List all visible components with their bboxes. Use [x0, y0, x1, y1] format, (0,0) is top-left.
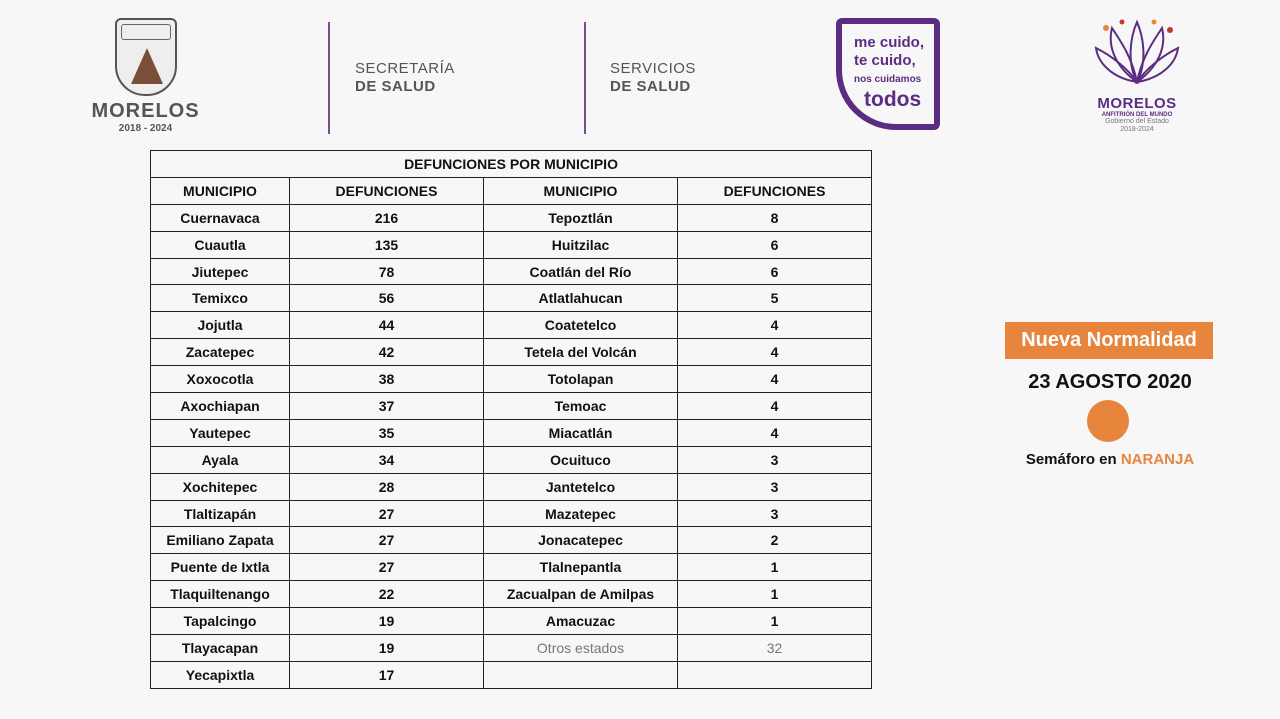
secretaria-line2: DE SALUD	[355, 78, 436, 95]
defunciones-cell: 17	[290, 661, 484, 688]
defunciones-cell: 32	[678, 635, 872, 662]
semaforo-status	[980, 451, 1240, 468]
defunciones-cell: 44	[290, 312, 484, 339]
deaths-table	[150, 150, 872, 689]
defunciones-cell: 4	[678, 312, 872, 339]
municipio-cell: Tetela del Volcán	[484, 339, 678, 366]
defunciones-cell: 78	[290, 258, 484, 285]
defunciones-cell: 135	[290, 231, 484, 258]
municipio-cell: Tapalcingo	[151, 608, 290, 635]
municipio-cell: Ocuituco	[484, 446, 678, 473]
municipio-cell: Atlatlahucan	[484, 285, 678, 312]
defunciones-cell: 3	[678, 473, 872, 500]
table-row	[151, 393, 872, 420]
campaign-line2: te cuido,	[854, 52, 916, 69]
anfitrion-sub: ANFITRIÓN DEL MUNDO	[1101, 112, 1173, 118]
municipio-cell: Tepoztlán	[484, 204, 678, 231]
defunciones-cell: 28	[290, 473, 484, 500]
municipio-cell: Coatlán del Río	[484, 258, 678, 285]
report-date: 23 AGOSTO 2020	[1028, 371, 1192, 393]
column-header: DEFUNCIONES	[678, 177, 872, 204]
defunciones-cell: 3	[678, 446, 872, 473]
header-divider	[328, 22, 330, 134]
secretaria-line1: SECRETARÍA	[355, 60, 455, 77]
municipio-cell: Cuernavaca	[151, 204, 290, 231]
table-row	[151, 608, 872, 635]
municipio-cell: Ayala	[151, 446, 290, 473]
campaign-logo	[836, 18, 944, 136]
municipio-cell: Tlaquiltenango	[151, 581, 290, 608]
municipio-cell: Axochiapan	[151, 393, 290, 420]
table-row	[151, 419, 872, 446]
table-row	[151, 231, 872, 258]
defunciones-cell: 216	[290, 204, 484, 231]
table-title: DEFUNCIONES POR MUNICIPIO	[151, 151, 872, 178]
municipio-cell: Amacuzac	[484, 608, 678, 635]
table-row	[151, 312, 872, 339]
campaign-line3: nos cuidamos	[854, 74, 922, 85]
defunciones-cell: 4	[678, 393, 872, 420]
municipio-cell: Temixco	[151, 285, 290, 312]
semaforo-color-word: NARANJA	[1120, 451, 1195, 468]
morelos-logo-word: MORELOS	[91, 100, 200, 122]
municipio-cell: Miacatlán	[484, 419, 678, 446]
municipio-cell: Mazatepec	[484, 500, 678, 527]
municipio-cell: Tlaltizapán	[151, 500, 290, 527]
anfitrion-word: MORELOS	[1097, 95, 1177, 112]
municipio-cell: Huitzilac	[484, 231, 678, 258]
defunciones-cell: 27	[290, 500, 484, 527]
table-row	[151, 258, 872, 285]
defunciones-cell: 27	[290, 554, 484, 581]
semaforo-prefix: Semáforo en	[1025, 451, 1121, 468]
defunciones-cell: 35	[290, 419, 484, 446]
servicios-logo	[610, 60, 696, 96]
defunciones-cell: 4	[678, 419, 872, 446]
defunciones-cell: 37	[290, 393, 484, 420]
municipio-cell: Tlayacapan	[151, 635, 290, 662]
defunciones-cell: 19	[290, 635, 484, 662]
municipio-cell: Zacatepec	[151, 339, 290, 366]
defunciones-cell: 2	[678, 527, 872, 554]
municipio-cell: Jantetelco	[484, 473, 678, 500]
defunciones-cell: 4	[678, 339, 872, 366]
campaign-line1: me cuido,	[854, 34, 925, 51]
servicios-line1: SERVICIOS	[610, 60, 696, 77]
column-header: MUNICIPIO	[484, 177, 678, 204]
municipio-cell: Jojutla	[151, 312, 290, 339]
table-row	[151, 473, 872, 500]
table-row	[151, 339, 872, 366]
table-row	[151, 527, 872, 554]
defunciones-cell: 6	[678, 258, 872, 285]
municipio-cell: Otros estados	[484, 635, 678, 662]
defunciones-cell: 34	[290, 446, 484, 473]
defunciones-cell: 8	[678, 204, 872, 231]
table-row	[151, 635, 872, 662]
defunciones-cell: 38	[290, 366, 484, 393]
municipio-cell: Coatetelco	[484, 312, 678, 339]
defunciones-cell	[678, 661, 872, 688]
morelos-logo-years: 2018 - 2024	[118, 123, 173, 134]
defunciones-cell: 4	[678, 366, 872, 393]
municipio-cell: Puente de Ixtla	[151, 554, 290, 581]
municipio-cell: Yecapixtla	[151, 661, 290, 688]
table-row	[151, 554, 872, 581]
header-divider	[584, 22, 586, 134]
defunciones-cell: 27	[290, 527, 484, 554]
municipio-cell	[484, 661, 678, 688]
column-header: DEFUNCIONES	[290, 177, 484, 204]
defunciones-cell: 42	[290, 339, 484, 366]
municipio-cell: Jonacatepec	[484, 527, 678, 554]
lotus-icon	[1092, 18, 1182, 86]
municipio-cell: Jiutepec	[151, 258, 290, 285]
table-row	[151, 204, 872, 231]
servicios-line2: DE SALUD	[610, 78, 691, 95]
municipio-cell: Tlalnepantla	[484, 554, 678, 581]
defunciones-cell: 22	[290, 581, 484, 608]
defunciones-cell: 5	[678, 285, 872, 312]
defunciones-cell: 56	[290, 285, 484, 312]
municipio-cell: Xochitepec	[151, 473, 290, 500]
table-row	[151, 446, 872, 473]
table-header-row	[151, 177, 872, 204]
table-row	[151, 581, 872, 608]
defunciones-cell: 3	[678, 500, 872, 527]
defunciones-cell: 1	[678, 608, 872, 635]
municipio-cell: Zacualpan de Amilpas	[484, 581, 678, 608]
municipio-cell: Emiliano Zapata	[151, 527, 290, 554]
defunciones-cell: 6	[678, 231, 872, 258]
table-row	[151, 661, 872, 688]
nueva-normalidad-badge: Nueva Normalidad	[1005, 322, 1213, 359]
column-header: MUNICIPIO	[151, 177, 290, 204]
anfitrion-logo	[1082, 18, 1192, 138]
municipio-cell: Cuautla	[151, 231, 290, 258]
defunciones-cell: 1	[678, 554, 872, 581]
morelos-logo	[88, 18, 203, 138]
table-row	[151, 500, 872, 527]
secretaria-logo	[355, 60, 455, 96]
table-row	[151, 285, 872, 312]
table-row	[151, 366, 872, 393]
municipio-cell: Yautepec	[151, 419, 290, 446]
municipio-cell: Temoac	[484, 393, 678, 420]
defunciones-cell: 19	[290, 608, 484, 635]
semaforo-dot-icon	[1087, 400, 1129, 442]
anfitrion-gobierno: Gobierno del Estado	[1105, 118, 1169, 125]
municipio-cell: Totolapan	[484, 366, 678, 393]
coat-of-arms-icon	[115, 18, 177, 96]
campaign-line4: todos	[864, 88, 922, 111]
defunciones-cell: 1	[678, 581, 872, 608]
municipio-cell: Xoxocotla	[151, 366, 290, 393]
anfitrion-years: 2018-2024	[1120, 126, 1154, 133]
